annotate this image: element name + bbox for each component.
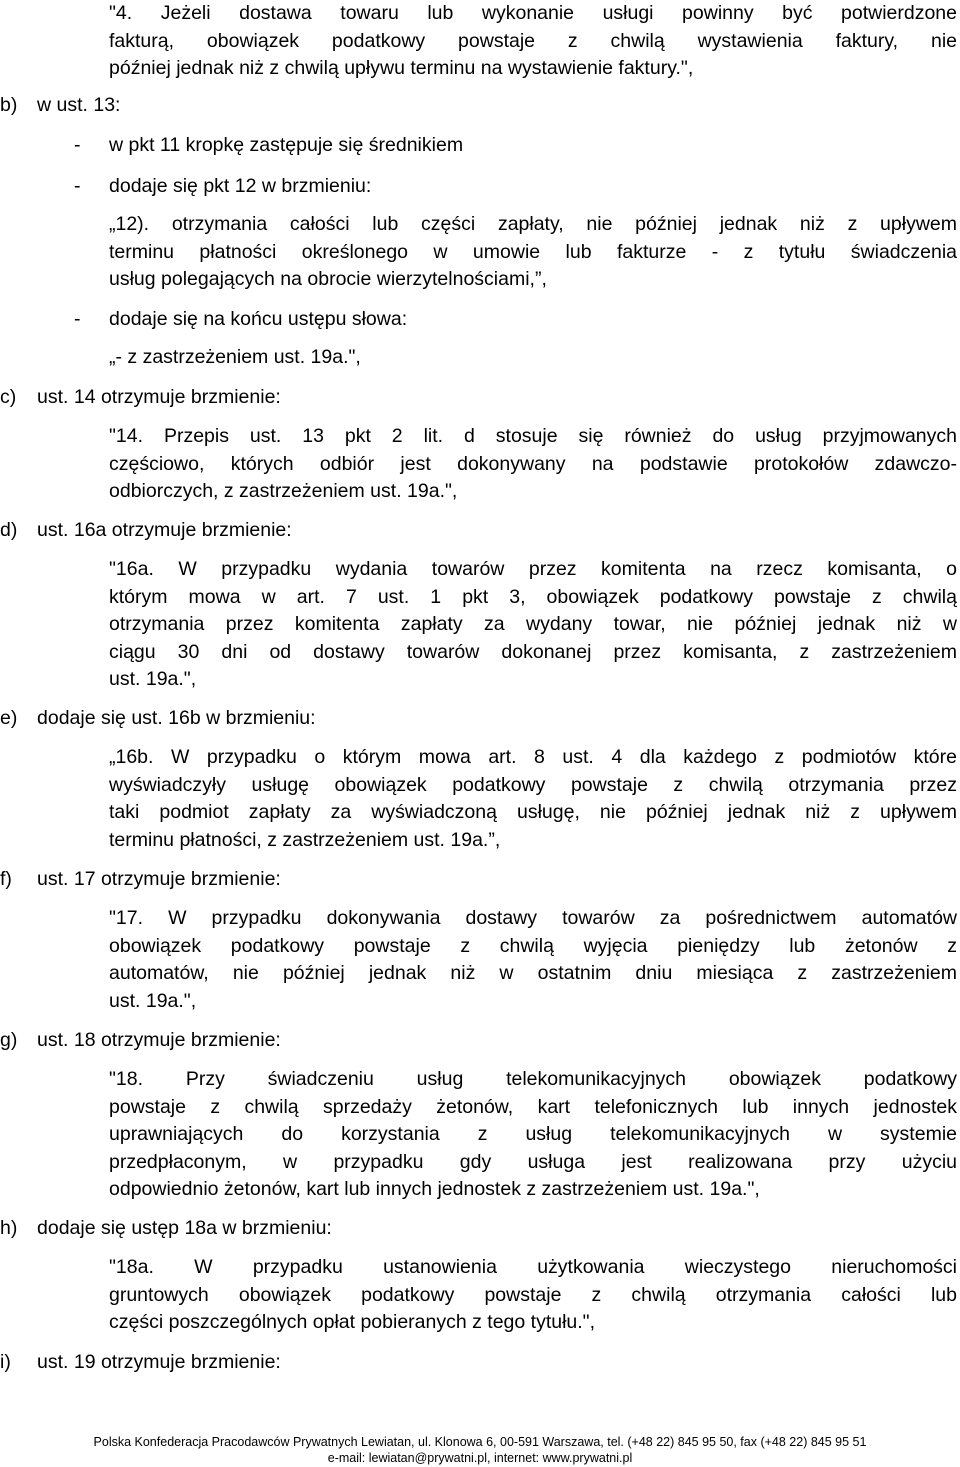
dash-marker: - [74, 308, 81, 330]
list-marker: g) [0, 1029, 18, 1051]
text-line: przedpłaconym, w przypadku gdy usługa jest realizowana przy użyciu [109, 1150, 957, 1173]
text-line: ciągu 30 dni od dostawy towarów dokonanej przez komisanta, z zastrzeżeniem [109, 640, 957, 663]
item-text: dodaje się pkt 12 w brzmieniu: [109, 175, 372, 197]
page-footer [0, 1434, 960, 1466]
text-line: fakturą, obowiązek podatkowy powstaje z chwilą wystawienia faktury, nie [109, 29, 957, 52]
list-marker: h) [0, 1217, 18, 1239]
list-marker: f) [0, 868, 12, 890]
text-line: gruntowych obowiązek podatkowy powstaje z chwilą otrzymania całości lub [109, 1283, 957, 1306]
text-line: "18a. W przypadku ustanowienia użytkowania wieczystego nieruchomości [109, 1256, 957, 1278]
text-line: "14. Przepis ust. 13 pkt 2 lit. d stosuje się również do usług przyjmowanych [109, 425, 957, 447]
text-line: "16a. W przypadku wydania towarów przez komitenta na rzecz komisanta, o [109, 558, 957, 580]
dash-marker: - [74, 134, 81, 156]
footer-address: Polska Konfederacja Pracodawców Prywatnych Lewiatan, ul. Klonowa 6, 00-591 Warszawa, tel. (+48 22) 845 95 50, fax (+48 22) 845 95 51 [93, 1435, 867, 1449]
footer-contact: e-mail: lewiatan@prywatni.pl, internet: www.prywatni.pl [327, 1451, 633, 1465]
item-text: ust. 17 otrzymuje brzmienie: [37, 868, 281, 890]
item-text: dodaje się ust. 16b w brzmieniu: [37, 707, 316, 729]
text-line: otrzymania przez komitenta zapłaty za wydany towar, nie później jednak niż w [109, 613, 957, 635]
item-text: w pkt 11 kropkę zastępuje się średnikiem [109, 134, 464, 156]
text-line: odbiorczych, z zastrzeżeniem ust. 19a.", [109, 480, 458, 502]
paragraph-16b [109, 744, 957, 854]
text-line: ust. 19a.", [109, 668, 197, 690]
item-text: ust. 14 otrzymuje brzmienie: [37, 386, 281, 408]
text-line: „16b. W przypadku o którym mowa art. 8 ust. 4 dla każdego z podmiotów które [109, 746, 957, 768]
item-text: ust. 19 otrzymuje brzmienie: [37, 1351, 281, 1373]
text-line: „12). otrzymania całości lub części zapłaty, nie później jednak niż z upływem [109, 213, 957, 235]
text-line: odpowiednio żetonów, kart lub innych jednostek z zastrzeżeniem ust. 19a.", [109, 1178, 760, 1200]
text-line: "4. Jeżeli dostawa towaru lub wykonanie usługi powinny być potwierdzone [109, 2, 957, 24]
text-line: powstaje z chwilą sprzedaży żetonów, kart telefonicznych lub innych jednostek [109, 1095, 957, 1118]
item-text: dodaje się ustęp 18a w brzmieniu: [37, 1217, 332, 1239]
quoted-insert: „- z zastrzeżeniem ust. 19a.", [109, 346, 361, 368]
paragraph-17 [109, 905, 957, 1015]
item-text: w ust. 13: [37, 94, 121, 116]
item-text: dodaje się na końcu ustępu słowa: [109, 308, 408, 330]
paragraph-4 [109, 0, 957, 83]
text-line: "17. W przypadku dokonywania dostawy towarów za pośrednictwem automatów [109, 907, 957, 929]
item-text: ust. 16a otrzymuje brzmienie: [37, 519, 292, 541]
text-line: usług polegających na obrocie wierzytelnościami,”, [109, 268, 547, 290]
paragraph-16a [109, 556, 957, 694]
list-marker: i) [0, 1351, 11, 1373]
text-line: terminu płatności, z zastrzeżeniem ust. 19a.”, [109, 828, 501, 851]
paragraph-14 [109, 423, 957, 506]
text-line: części poszczególnych opłat pobieranych z tego tytułu.", [109, 1311, 596, 1333]
text-line: taki podmiot zapłaty za wyświadczoną usługę, nie później jednak niż z upływem [109, 801, 957, 823]
text-line: terminu płatności określonego w umowie lub fakturze - z tytułu świadczenia [109, 240, 957, 263]
text-line: wyświadczyły usługę obowiązek podatkowy powstaje z chwilą otrzymania przez [109, 773, 957, 796]
text-line: "18. Przy świadczeniu usług telekomunikacyjnych obowiązek podatkowy [109, 1068, 957, 1090]
item-text: ust. 18 otrzymuje brzmienie: [37, 1029, 281, 1051]
text-line: automatów, nie później jednak niż w ostatnim dniu miesiąca z zastrzeżeniem [109, 962, 957, 984]
list-marker: b) [0, 94, 18, 116]
text-line: później jednak niż z chwilą upływu terminu na wystawienie faktury.", [109, 57, 694, 79]
list-marker: c) [0, 386, 17, 408]
paragraph-18a [109, 1254, 957, 1337]
text-line: uprawniających do korzystania z usług telekomunikacyjnych w systemie [109, 1123, 957, 1145]
paragraph-18 [109, 1066, 957, 1204]
paragraph-12 [109, 211, 957, 294]
list-marker: e) [0, 707, 18, 729]
list-marker: d) [0, 519, 18, 541]
text-line: obowiązek podatkowy powstaje z chwilą wyjęcia pieniędzy lub żetonów z [109, 934, 957, 957]
dash-marker: - [74, 175, 81, 197]
text-line: ust. 19a.", [109, 989, 197, 1012]
text-line: częściowo, których odbiór jest dokonywany na podstawie protokołów zdawczo- [109, 452, 957, 475]
text-line: którym mowa w art. 7 ust. 1 pkt 3, obowiązek podatkowy powstaje z chwilą [109, 585, 957, 608]
